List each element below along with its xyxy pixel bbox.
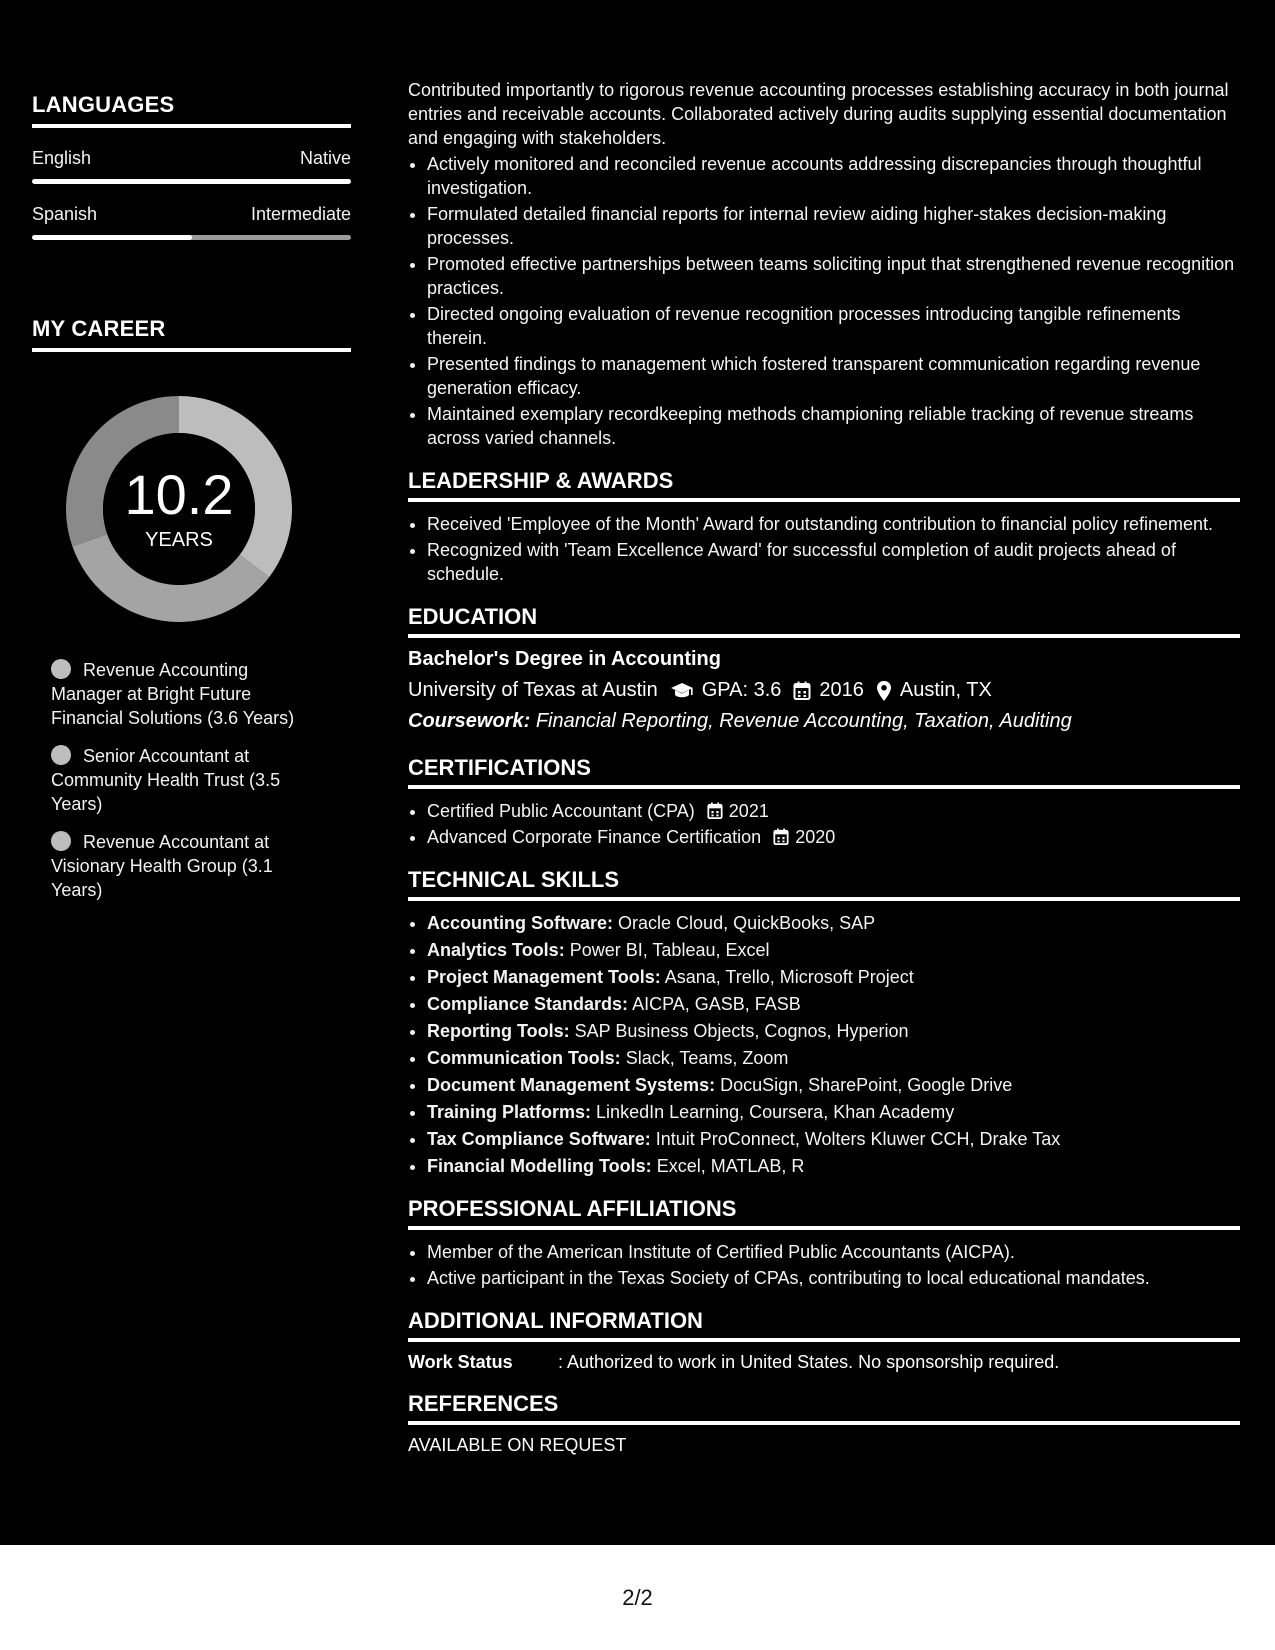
language-proficiency-fill <box>32 235 192 240</box>
career-dot-icon <box>51 745 71 765</box>
list-item: • Formulated detailed financial reports for internal review aiding higher-stakes decision-making processes. <box>427 202 1240 250</box>
skill-value: LinkedIn Learning, Coursera, Khan Academy <box>596 1102 955 1122</box>
list-item <box>427 825 1240 849</box>
skill-label: Financial Modelling Tools: <box>427 1156 652 1176</box>
list-item <box>427 1073 1240 1097</box>
affiliations-title: PROFESSIONAL AFFILIATIONS <box>408 1196 1240 1230</box>
list-item: • Actively monitored and reconciled revenue accounts addressing discrepancies through thoughtful investigation. <box>427 152 1240 200</box>
references-text: AVAILABLE ON REQUEST <box>408 1435 627 1455</box>
skills-list <box>408 911 1240 1178</box>
certification-name: • Certified Public Accountant (CPA) <box>427 801 695 821</box>
list-item <box>427 1046 1240 1070</box>
education-gpa: GPA: 3.6 <box>701 679 782 701</box>
list-item: • Member of the American Institute of Certified Public Accountants (AICPA). <box>427 1240 1240 1264</box>
education-degree: Bachelor's Degree in Accounting <box>408 648 721 670</box>
career-donut-chart <box>66 396 292 622</box>
skill-value: AICPA, GASB, FASB <box>632 994 801 1014</box>
career-dot-icon <box>51 659 71 679</box>
languages-title: LANGUAGES <box>32 92 351 128</box>
language-level: Intermediate <box>250 204 351 224</box>
list-item <box>427 992 1240 1016</box>
work-status-value: : Authorized to work in United States. No sponsorship required. <box>558 1352 1060 1372</box>
list-item: • Presented findings to management which fostered transparent communication regarding revenue generation efficacy. <box>427 352 1240 400</box>
education-coursework <box>408 710 1240 733</box>
career-item-text: Revenue Accounting Manager at Bright Future Financial Solutions (3.6 Years) <box>51 660 295 728</box>
list-item: • Maintained exemplary recordkeeping methods championing reliable tracking of revenue streams across varied channels. <box>427 402 1240 450</box>
list-item <box>427 1019 1240 1043</box>
skill-value: Slack, Teams, Zoom <box>625 1048 789 1068</box>
left-column <box>32 92 351 916</box>
certifications-list <box>408 799 1240 849</box>
language-proficiency-fill <box>32 179 351 184</box>
skill-label: Compliance Standards: <box>427 994 629 1014</box>
list-item <box>427 965 1240 989</box>
skill-value: Asana, Trello, Microsoft Project <box>664 967 914 987</box>
skill-label: Tax Compliance Software: <box>427 1129 651 1149</box>
affiliations-list <box>408 1240 1240 1290</box>
right-column <box>408 78 1240 1456</box>
certification-name: • Advanced Corporate Finance Certification <box>427 827 762 847</box>
coursework-value: Financial Reporting, Revenue Accounting, Taxation, Auditing <box>535 710 1072 732</box>
career-dot-icon <box>51 831 71 851</box>
list-item: • Received 'Employee of the Month' Award for outstanding contribution to financial policy refinement. <box>427 512 1240 536</box>
references-title: REFERENCES <box>408 1391 1240 1425</box>
skill-value: Excel, MATLAB, R <box>656 1156 805 1176</box>
location-pin-icon <box>876 680 892 702</box>
skill-value: Intuit ProConnect, Wolters Kluwer CCH, Drake Tax <box>655 1129 1061 1149</box>
coursework-label: Coursework: <box>408 710 531 732</box>
list-item <box>427 1100 1240 1124</box>
skill-label: Reporting Tools: <box>427 1021 570 1041</box>
skill-label: Project Management Tools: <box>427 967 661 987</box>
skill-label: Communication Tools: <box>427 1048 621 1068</box>
calendar-icon <box>793 681 811 701</box>
certifications-title: CERTIFICATIONS <box>408 755 1240 789</box>
language-level: Native <box>299 148 351 168</box>
certification-year: 2020 <box>795 827 836 847</box>
list-item <box>427 938 1240 962</box>
career-list <box>32 658 321 902</box>
skill-value: DocuSign, SharePoint, Google Drive <box>720 1075 1013 1095</box>
list-item: • Active participant in the Texas Society of CPAs, contributing to local educational mandates. <box>427 1266 1240 1290</box>
career-item <box>51 658 321 730</box>
education-school: University of Texas at Austin <box>408 679 658 701</box>
skill-value: Power BI, Tableau, Excel <box>569 940 770 960</box>
skill-label: Document Management Systems: <box>427 1075 716 1095</box>
language-entry <box>32 204 351 240</box>
list-item: • Recognized with 'Team Excellence Award' for successful completion of audit projects ahead of schedule. <box>427 538 1240 586</box>
experience-bullets <box>408 152 1240 450</box>
calendar-icon <box>707 802 723 820</box>
page-number: 2/2 <box>622 1584 653 1610</box>
career-item-text: Senior Accountant at Community Health Trust (3.5 Years) <box>51 746 281 814</box>
experience-summary: Contributed importantly to rigorous revenue accounting processes establishing accuracy in both journal entries and receivable accounts. Collaborated actively during audits supplying essential documentation and engaging with stakeholders. <box>408 80 1229 148</box>
career-total-years: 10.2 <box>124 462 234 526</box>
graduation-cap-icon <box>670 681 694 701</box>
skill-value: SAP Business Objects, Cognos, Hyperion <box>574 1021 909 1041</box>
work-status-row <box>408 1352 1240 1373</box>
list-item: • Promoted effective partnerships between teams soliciting input that strengthened revenue recognition practices. <box>427 252 1240 300</box>
skill-label: Analytics Tools: <box>427 940 565 960</box>
leadership-bullets <box>408 512 1240 586</box>
career-years-unit: YEARS <box>145 528 213 551</box>
list-item: • Directed ongoing evaluation of revenue recognition processes introducing tangible refinements therein. <box>427 302 1240 350</box>
list-item <box>427 911 1240 935</box>
career-title: MY CAREER <box>32 316 351 352</box>
language-entry <box>32 148 351 184</box>
certification-year: 2021 <box>728 801 769 821</box>
language-name: English <box>32 148 92 168</box>
education-year: 2016 <box>819 679 864 701</box>
education-location: Austin, TX <box>899 679 992 701</box>
work-status-label: Work Status <box>408 1352 513 1372</box>
list-item <box>427 799 1240 823</box>
additional-info-title: ADDITIONAL INFORMATION <box>408 1308 1240 1342</box>
list-item <box>427 1127 1240 1151</box>
language-proficiency-bar <box>32 235 351 240</box>
education-details <box>408 679 1240 702</box>
skills-title: TECHNICAL SKILLS <box>408 867 1240 901</box>
career-item-text: Revenue Accountant at Visionary Health Group (3.1 Years) <box>51 832 273 900</box>
career-item <box>51 744 321 816</box>
list-item <box>427 1154 1240 1178</box>
education-title: EDUCATION <box>408 604 1240 638</box>
language-name: Spanish <box>32 204 98 224</box>
skill-label: Training Platforms: <box>427 1102 592 1122</box>
calendar-icon <box>773 828 789 846</box>
skill-label: Accounting Software: <box>427 913 614 933</box>
career-item <box>51 830 321 902</box>
skill-value: Oracle Cloud, QuickBooks, SAP <box>618 913 876 933</box>
language-proficiency-bar <box>32 179 351 184</box>
leadership-title: LEADERSHIP & AWARDS <box>408 468 1240 502</box>
